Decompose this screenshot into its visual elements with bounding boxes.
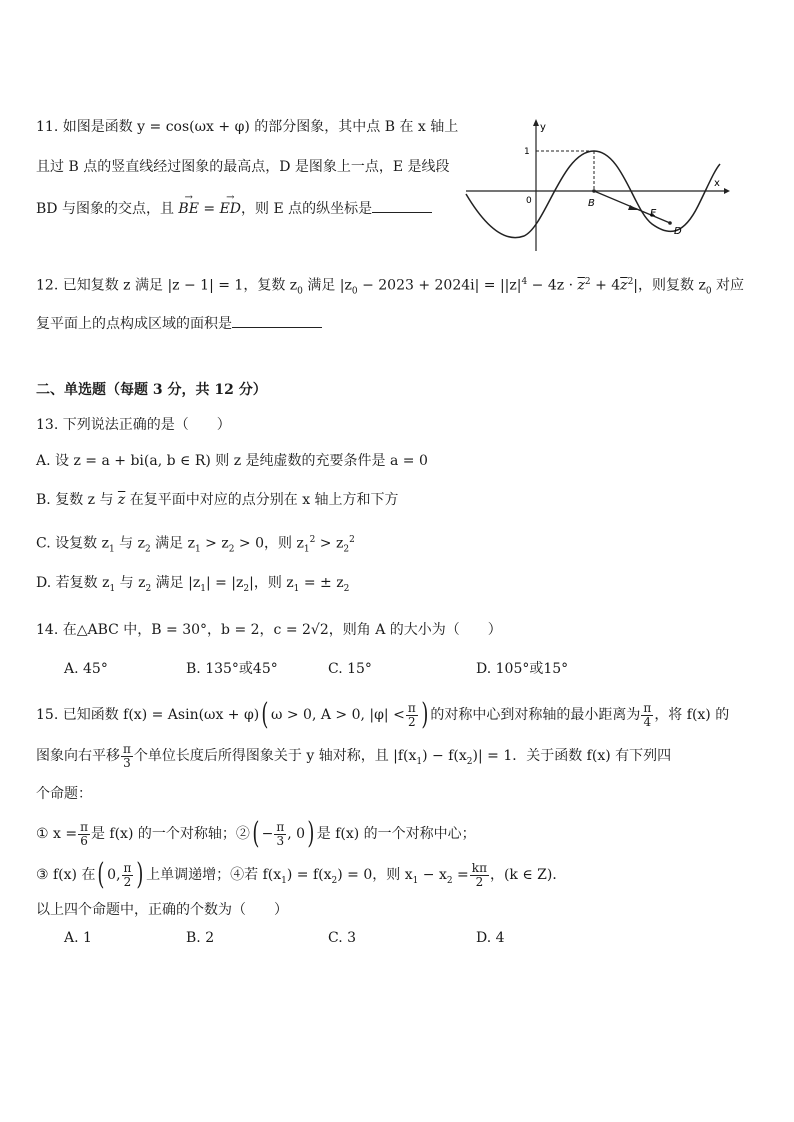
q11-line2: 且过 B 点的竖直线经过图象的最高点，D 是图象上一点，E 是线段 xyxy=(36,159,450,175)
y-axis-arrow-icon xyxy=(533,119,539,126)
q13-option-a[interactable]: A. 设 z = a + bi(a, b ∈ R) 则 z 是纯虚数的充要条件是 a = 0 xyxy=(36,453,428,469)
x-axis-label: x xyxy=(714,178,720,189)
q11-line3: BD 与图象的交点，且 → BE = → ED，则 E 点的纵坐标是 xyxy=(36,198,432,219)
point-b-label: B xyxy=(588,198,595,209)
q12-line2: 复平面上的点构成区域的面积是 xyxy=(36,313,322,334)
vector-ed: → ED xyxy=(220,199,241,219)
x-axis-arrow-icon xyxy=(724,188,730,194)
q14-option-a[interactable]: A. 45° xyxy=(64,661,108,677)
q14-option-d[interactable]: D. 105°或15° xyxy=(476,661,569,677)
point-b xyxy=(592,189,596,193)
q15-line1: 15. 已知函数 f(x) = Asin(ωx + φ)( ω > 0, A > 0, |φ| < $\frac{\pi}{2}$ ) 的对称中心到对称轴的最小距离为 $\frac{\pi}{4}$ ，将 f(x) 的 xyxy=(36,697,730,732)
q13-option-d[interactable]: D. 若复数 $z_1$ 与 $z_2$ 满足 $|z_1| = |z_2|$，则 $z_1$ = ± $z_2$ xyxy=(36,575,350,594)
cosine-curve xyxy=(466,151,720,238)
q12-line1: 12. 已知复数 z 满足 |z − 1| = 1，复数 $z_0$ 满足 $|z_0 - 2023 + 2024i| = ||z|^4 - 4z \cdot \overline{z}^2 + 4\overline{z}^2|$，则复数 $z_0$ 对应 xyxy=(36,277,745,297)
section-title: 二、单选题（每题 3 分，共 12 分） xyxy=(36,382,267,398)
q15-option-c[interactable]: C. 3 xyxy=(328,930,357,946)
q15-option-d[interactable]: D. 4 xyxy=(476,930,505,946)
q15-line2: 图象向右平移 $\frac{\pi}{3}$ 个单位长度后所得图象关于 y 轴对称，且 $|f(x_1) - f(x_2)| = 1$．关于函数 f(x) 有下列四 xyxy=(36,741,672,770)
answer-blank-q11[interactable] xyxy=(372,198,432,213)
point-e-label: E xyxy=(650,208,657,219)
origin-label: 0 xyxy=(526,196,532,206)
q15-option-b[interactable]: B. 2 xyxy=(186,930,215,946)
q15-option-a[interactable]: A. 1 xyxy=(64,930,92,946)
q15-statements-3-4: ③ f(x) 在( 0, $\frac{\pi}{2}$ ) 上单调递增；④若 $f(x_1) = f(x_2) = 0$，则 $x_1 - x_2$ = $\frac{k\pi}{2}$ ，(k ∈ Z)． xyxy=(36,857,567,892)
q13-option-c[interactable]: C. 设复数 $z_1$ 与 $z_2$ 满足 $z_1 > z_2 > 0$，则 $z_1^2 > z_2^2$ xyxy=(36,535,355,555)
q15-statements-1-2: ① x = $\frac{\pi}{6}$ 是 f(x) 的一个对称轴；②( − $\frac{\pi}{3}$ , 0) 是 f(x) 的一个对称中心； xyxy=(36,816,476,851)
point-d-label: D xyxy=(674,226,682,237)
vector-be: → BE xyxy=(178,199,199,219)
q11-cosine-graph xyxy=(462,116,732,256)
q15-line3: 个命题： xyxy=(36,786,92,802)
q15-question: 以上四个命题中，正确的个数为（ ） xyxy=(36,902,288,918)
answer-blank-q12[interactable] xyxy=(232,313,322,328)
q13-stem: 13. 下列说法正确的是（ ） xyxy=(36,417,231,433)
q11-line1: 11. 如图是函数 y = cos(ωx + φ) 的部分图象，其中点 B 在 x 轴上 xyxy=(36,119,459,135)
q13-option-b[interactable]: B. 复数 z 与 $\overline{z}$ 在复平面中对应的点分别在 x 轴上方和下方 xyxy=(36,492,399,508)
q14-option-c[interactable]: C. 15° xyxy=(328,661,372,677)
q14-stem: 14. 在△ABC 中，B = 30°，b = 2，c = 2√2，则角 A 的大小为（ ） xyxy=(36,622,502,638)
point-d xyxy=(668,221,672,225)
q14-option-b[interactable]: B. 135°或45° xyxy=(186,661,278,677)
tick-one-label: 1 xyxy=(524,147,530,157)
y-axis-label: y xyxy=(540,122,546,133)
